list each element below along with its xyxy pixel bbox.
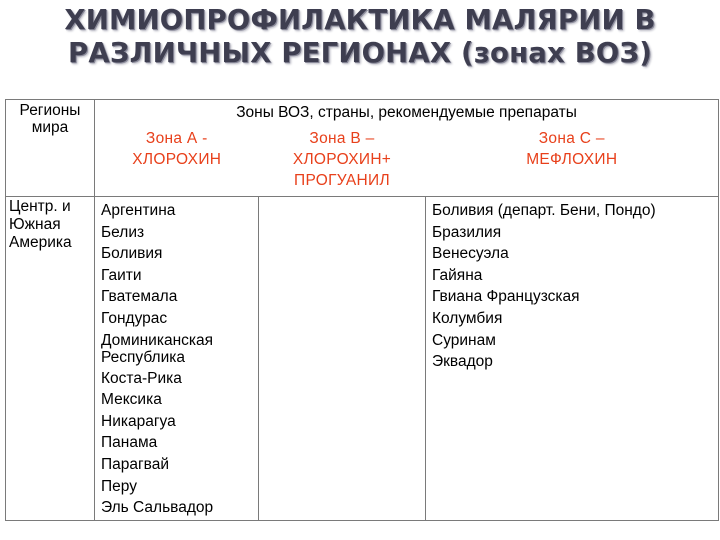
zone-a-title: Зона А - (145, 130, 208, 147)
list-item: Гаити (101, 266, 142, 284)
list-item: Боливия (департ. Бени, Пондо) (432, 202, 656, 219)
zone-b-header (259, 125, 426, 197)
header-zones: Зоны ВОЗ, страны, рекомендуемые препараты (95, 100, 719, 126)
list-item: Перу (101, 477, 137, 495)
zone-b-drug-2: ПРОГУАНИЛ (294, 172, 390, 189)
zone-b-drug-1: ХЛОРОХИН+ (292, 151, 392, 168)
zone-b-countries (259, 197, 426, 521)
list-item: Доминиканская Республика (101, 331, 214, 366)
list-item: Парагвай (101, 455, 169, 473)
list-item: Мексика (101, 391, 162, 409)
zone-c-drug: МЕФЛОХИН (526, 151, 618, 168)
list-item: Гайяна (432, 266, 483, 284)
zone-c-title: Зона С – (538, 130, 605, 147)
list-item: Эль Сальвадор (101, 499, 214, 517)
header-regions: Регионы мира (6, 100, 95, 197)
list-item: Аргентина (101, 202, 176, 219)
list-item: Коста-Рика (101, 369, 182, 387)
zone-a-drug: ХЛОРОХИН (132, 151, 222, 168)
list-item: Никарагуа (101, 412, 176, 430)
list-item: Венесуэла (432, 245, 509, 263)
title-line-1: ХИМИОПРОФИЛАКТИКА МАЛЯРИИ В (64, 4, 656, 36)
zone-a-countries (95, 197, 259, 521)
title-line-2: РАЗЛИЧНЫХ РЕГИОНАХ (зонах ВОЗ) (67, 37, 653, 69)
zone-c-header (426, 125, 719, 197)
zone-b-title: Зона В – (309, 130, 375, 147)
list-item: Боливия (101, 245, 163, 263)
slide-title (0, 4, 720, 70)
list-item: Эквадор (432, 353, 493, 371)
prophylaxis-table (5, 99, 719, 521)
list-item: Гондурас (101, 309, 168, 327)
list-item: Гватемала (101, 288, 178, 306)
region-cell: Центр. и Южная Америка (6, 197, 95, 521)
zone-c-countries (426, 197, 719, 521)
list-item: Бразилия (432, 223, 502, 241)
list-item: Суринам (432, 331, 496, 349)
list-item: Панама (101, 434, 158, 452)
zone-a-header (95, 125, 259, 197)
list-item: Колумбия (432, 309, 503, 327)
list-item: Гвиана Французская (432, 288, 580, 306)
list-item: Белиз (101, 223, 145, 241)
